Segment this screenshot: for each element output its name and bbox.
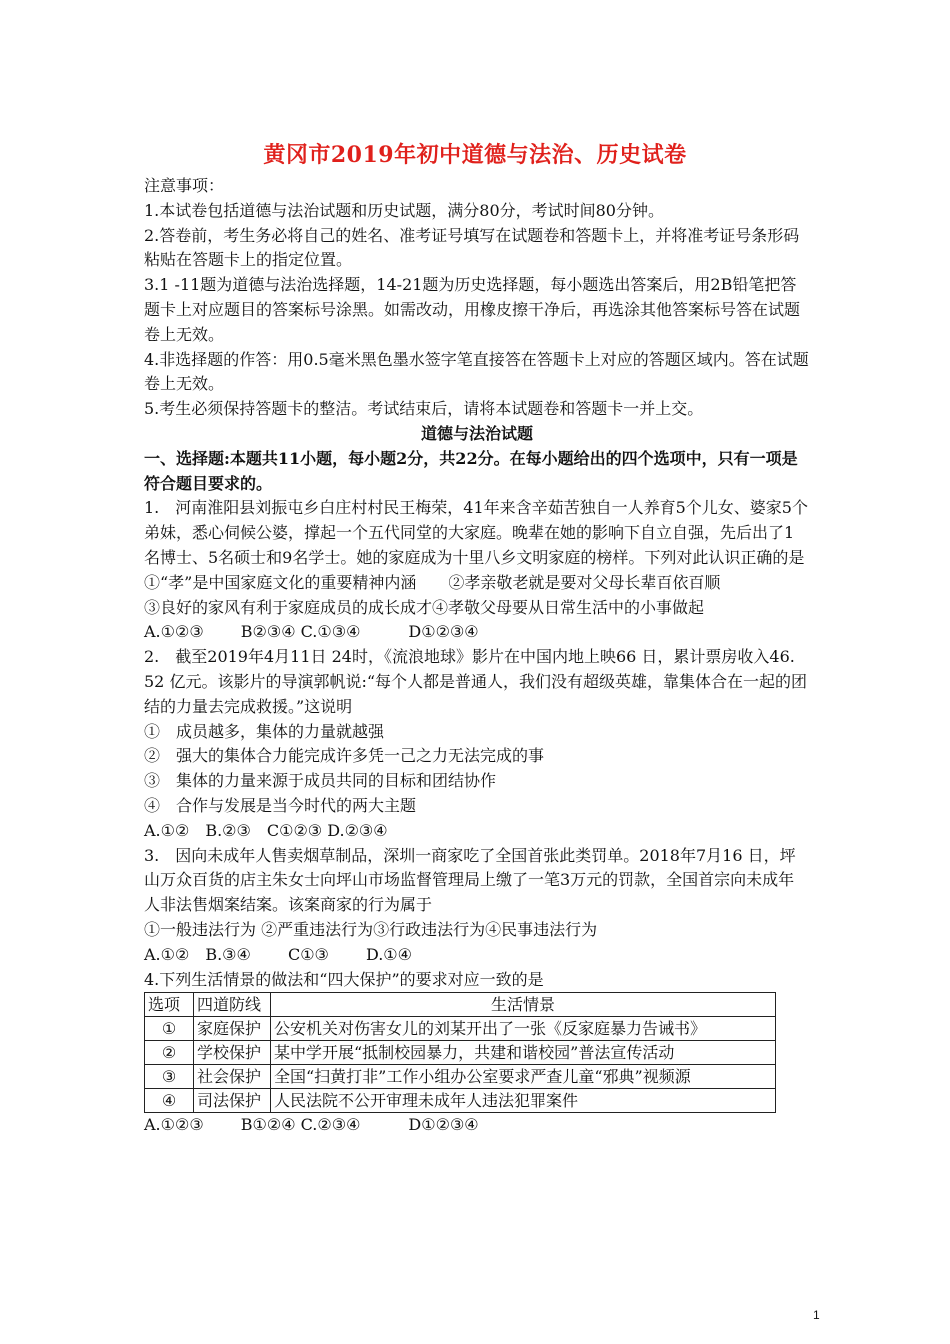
question-2-option: ③ 集体的力量来源于成员共同的目标和团结协作 — [144, 771, 497, 791]
table-cell: ② — [145, 1041, 194, 1065]
question-3-answers: A.①② B.③④ C①③ D.①④ — [144, 944, 412, 964]
question-2-option: ① 成员越多，集体的力量就越强 — [144, 721, 385, 741]
page-number: 1 — [813, 1308, 820, 1322]
table-cell: 全国“扫黄打非”工作小组办公室要求严查儿童“邪典”视频源 — [271, 1065, 776, 1089]
part-one-heading: 一、选择题:本题共11小题，每小题2分，共22分。在每小题给出的四个选项中，只有一项是符合题目要求的。 — [144, 448, 798, 493]
question-2-option: ④ 合作与发展是当今时代的两大主题 — [144, 795, 417, 815]
question-2-stem: 2. 截至2019年4月11日 24时，《流浪地球》影片在中国内地上映66 日，累计票房收入46. 52 亿元。该影片的导演郭帆说:“每个人都是普通人，我们没有超级英雄，靠集体合在一起的团结的力量去完成救援。”这说明 — [144, 647, 808, 716]
table-row — [145, 1065, 776, 1089]
table-row — [145, 1089, 776, 1113]
exam-title: 黄冈市2019年初中道德与法治、历史试卷 — [263, 142, 687, 168]
section-title: 道德与法治试题 — [420, 423, 533, 443]
table-row — [145, 1017, 776, 1041]
question-3-statements: ①一般违法行为 ②严重违法行为③行政违法行为④民事违法行为 — [144, 919, 598, 939]
question-4-answers: A.①②③ B①②④ C.②③④ D①②③④ — [144, 1115, 479, 1135]
notice-item: 2.答卷前，考生务必将自己的姓名、准考证号填写在试题卷和答题卡上，并将准考证号条形码粘贴在答题卡上的指定位置。 — [144, 225, 800, 270]
question-4-table — [144, 992, 776, 1113]
question-1-statements: ③良好的家风有利于家庭成员的成长成才④孝敬父母要从日常生活中的小事做起 — [144, 597, 705, 617]
notice-item: 3.1 -11题为道德与法治选择题，14-21题为历史选择题，每小题选出答案后，用2B铅笔把答题卡上对应题目的答案标号涂黑。如需改动，用橡皮擦干净后，再选涂其他答案标号答在试题卷上无效。 — [144, 275, 801, 344]
notice-item: 1.本试卷包括道德与法治试题和历史试题，满分80分，考试时间80分钟。 — [144, 200, 664, 220]
table-cell: ③ — [145, 1065, 194, 1089]
notice-item: 5.考生必须保持答题卡的整洁。考试结束后，请将本试题卷和答题卡一并上交。 — [144, 399, 704, 419]
table-cell: 某中学开展“抵制校园暴力，共建和谐校园”普法宣传活动 — [271, 1041, 776, 1065]
table-cell: ① — [145, 1017, 194, 1041]
question-1-answers: A.①②③ B②③④ C.①③④ D①②③④ — [144, 622, 479, 642]
exam-content — [144, 174, 810, 1138]
question-2-option: ② 强大的集体合力能完成许多凭一己之力无法完成的事 — [144, 746, 545, 766]
question-1-statements: ①“孝”是中国家庭文化的重要精神内涵 ②孝亲敬老就是要对父母长辈百依百顺 — [144, 572, 721, 592]
table-cell: 家庭保护 — [194, 1017, 271, 1041]
table-cell: 司法保护 — [194, 1089, 271, 1113]
table-cell: ④ — [145, 1089, 194, 1113]
table-header-cell: 选项 — [145, 993, 194, 1017]
question-4-stem: 4.下列生活情景的做法和“四大保护”的要求对应一致的是 — [144, 969, 544, 989]
question-1-stem: 1. 河南淮阳县刘振屯乡白庄村村民王梅荣，41年来含辛茹苦独自一人养育5个儿女、婆家5个弟妹，悉心伺候公婆，撑起一个五代同堂的大家庭。晚辈在她的影响下自立自强，先后出了1名博士、5名硕士和9名学士。她的家庭成为十里八乡文明家庭的榜样。下列对此认识正确的是 — [144, 498, 808, 567]
table-header-row — [145, 993, 776, 1017]
notice-item: 4.非选择题的作答：用0.5毫米黑色墨水签字笔直接答在答题卡上对应的答题区域内。答在试题卷上无效。 — [144, 349, 809, 394]
table-cell: 社会保护 — [194, 1065, 271, 1089]
table-cell: 人民法院不公开审理未成年人违法犯罪案件 — [271, 1089, 776, 1113]
table-header-cell: 生活情景 — [271, 993, 776, 1017]
notice-heading: 注意事项： — [144, 176, 225, 195]
table-cell: 公安机关对伤害女儿的刘某开出了一张《反家庭暴力告诫书》 — [271, 1017, 776, 1041]
table-header-cell: 四道防线 — [194, 993, 271, 1017]
question-2-answers: A.①② B.②③ C①②③ D.②③④ — [144, 820, 388, 840]
question-3-stem: 3. 因向未成年人售卖烟草制品，深圳一商家吃了全国首张此类罚单。2018年7月16 日，坪山万众百货的店主朱女士向坪山市场监督管理局上缴了一笔3万元的罚款，全国首宗向未成年人非法售烟案结案。该案商家的行为属于 — [144, 845, 796, 915]
table-row — [145, 1041, 776, 1065]
table-cell: 学校保护 — [194, 1041, 271, 1065]
